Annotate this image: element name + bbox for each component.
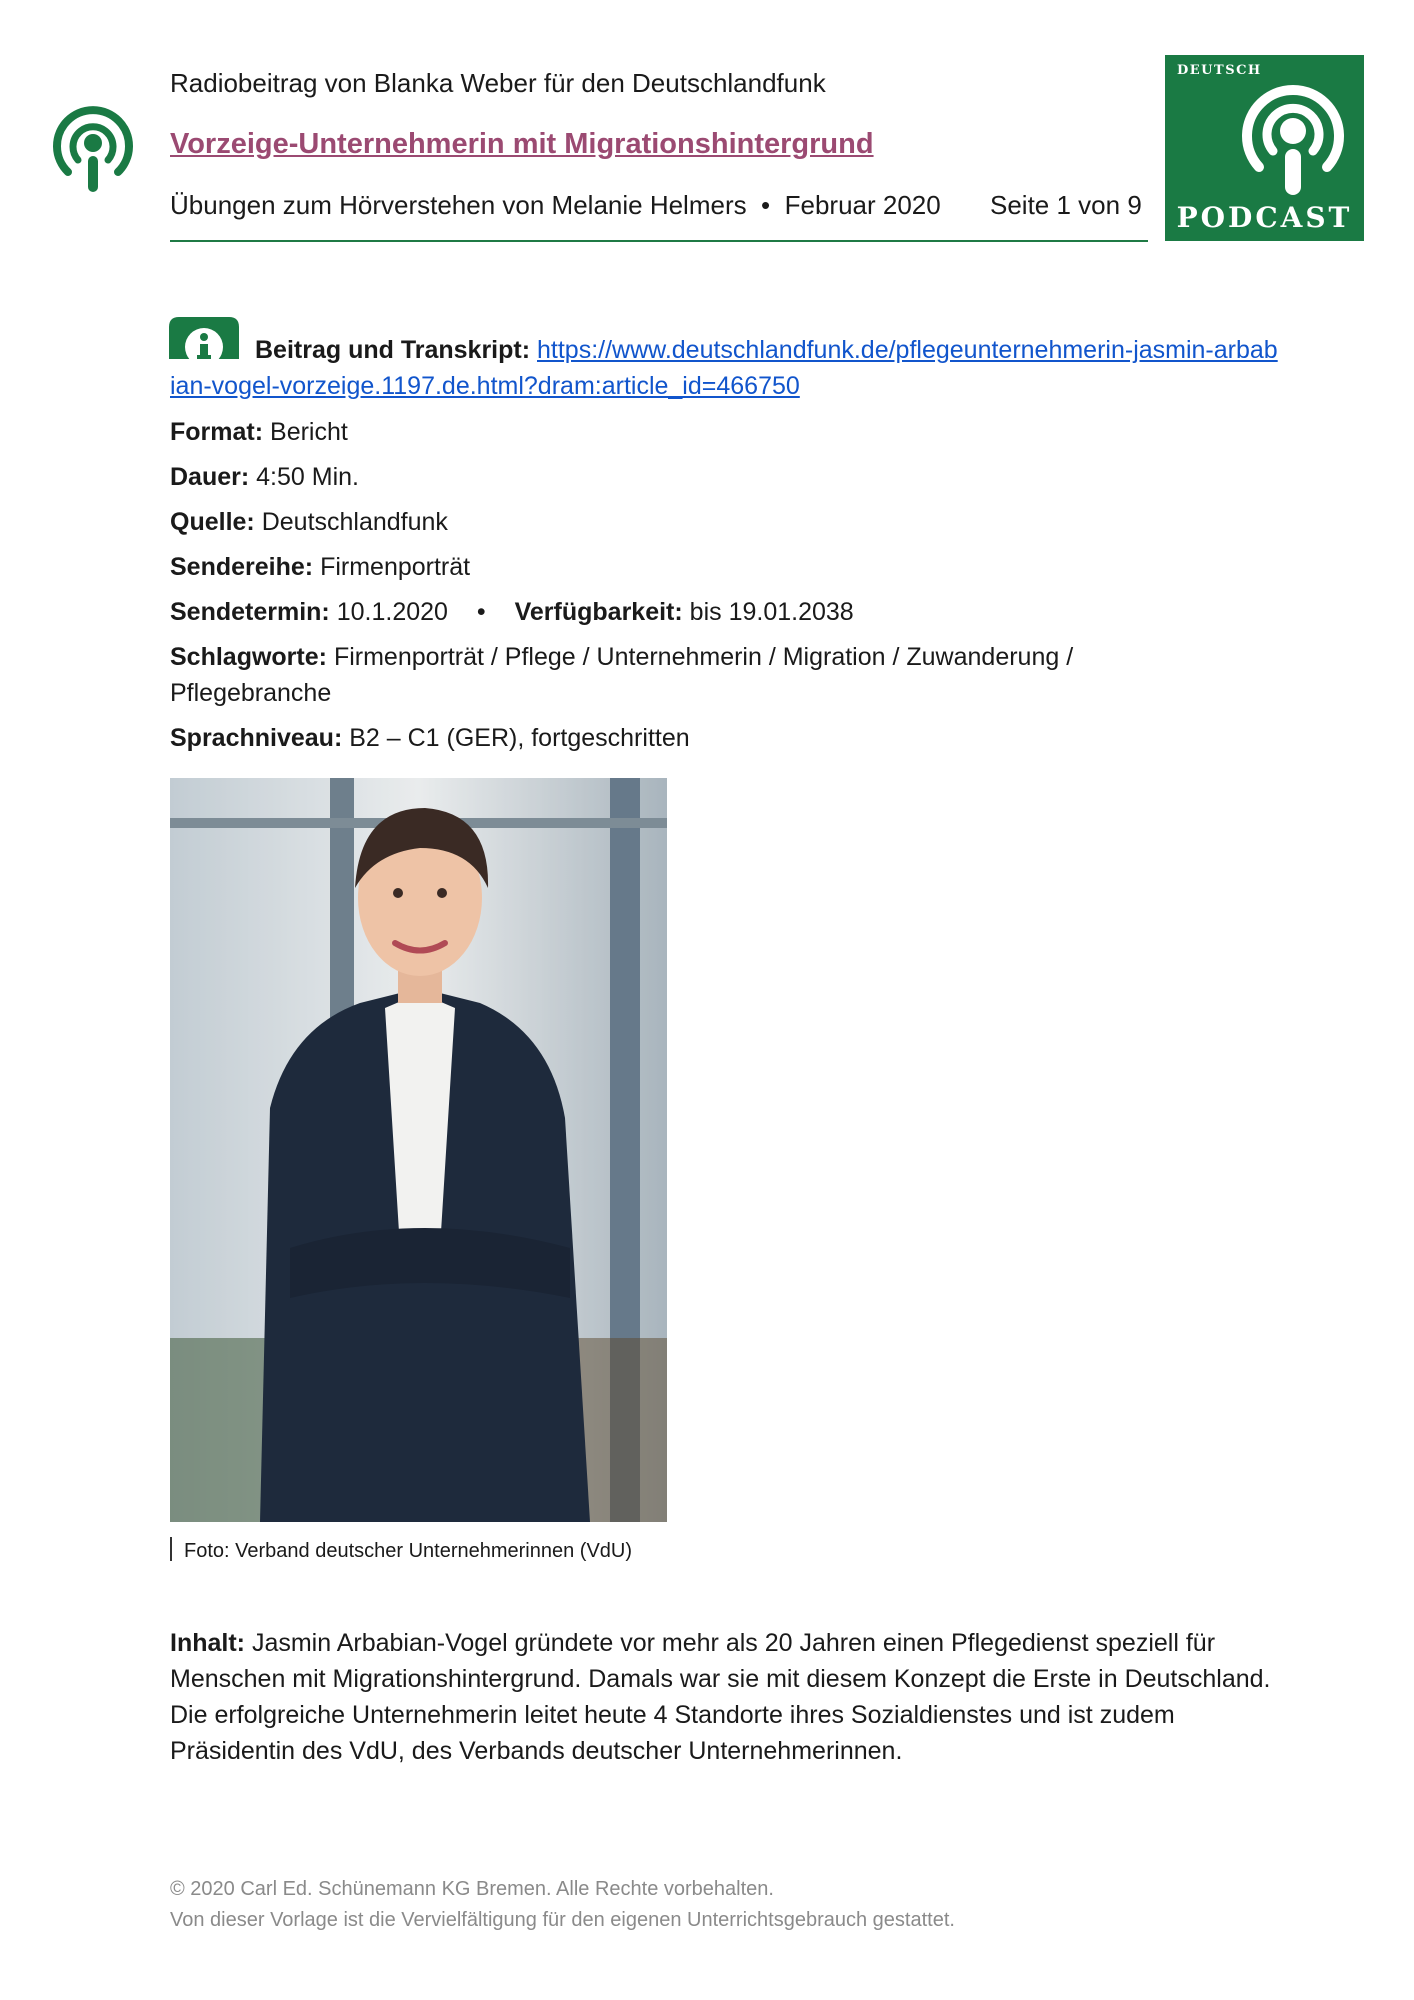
dauer-value: 4:50 Min. — [256, 463, 359, 491]
content-summary — [170, 1625, 1290, 1769]
header-author-date: Übungen zum Hörverstehen von Melanie Helmers • Februar 2020 — [170, 190, 941, 220]
sprachniveau-row — [170, 720, 1280, 756]
verfuegbarkeit-label: Verfügbarkeit: — [514, 598, 683, 626]
sendereihe-row — [170, 549, 1280, 585]
verfuegbarkeit-value: bis 19.01.2038 — [689, 598, 854, 626]
source-label: Beitrag und Transkript: — [255, 336, 531, 364]
sendetermin-row — [170, 594, 1280, 630]
sprachniveau-label: Sprachniveau: — [170, 724, 343, 752]
sendereihe-label: Sendereihe: — [170, 553, 314, 581]
quelle-value: Deutschlandfunk — [261, 508, 448, 536]
logo-top-text: DEUTSCH — [1177, 63, 1262, 78]
sendereihe-value: Firmenporträt — [320, 553, 471, 581]
sendetermin-label: Sendetermin: — [170, 598, 330, 626]
photo-caption — [170, 1537, 632, 1563]
source-line — [170, 332, 1280, 404]
portrait-photo — [170, 778, 667, 1522]
logo-bottom-text: PODCAST — [1176, 201, 1353, 234]
format-label: Format: — [170, 418, 264, 446]
schlagworte-label: Schlagworte: — [170, 643, 327, 671]
header-subtitle: Radiobeitrag von Blanka Weber für den Deutschlandfunk — [170, 68, 826, 98]
footer-copyright: © 2020 Carl Ed. Schünemann KG Bremen. Alle Rechte vorbehalten. — [170, 1878, 774, 1900]
sendetermin-value: 10.1.2020 — [336, 598, 448, 626]
footer-license: Von dieser Vorlage ist die Vervielfältigung für den eigenen Unterrichtsgebrauch gestattet. — [170, 1909, 955, 1931]
podcast-icon — [50, 100, 136, 200]
deutsch-podcast-logo — [1165, 55, 1364, 241]
quelle-row — [170, 504, 1280, 540]
schlagworte-value: Firmenporträt / Pflege / Unternehmerin / Migration / Zuwanderung / Pflegebranche — [170, 643, 1074, 707]
inhalt-text: Jasmin Arbabian-Vogel gründete vor mehr als 20 Jahren einen Pflegedienst speziell für Menschen mit Migrationshintergrund. Damals war sie mit diesem Konzept die Erste in Deutschland. Die erfolgreiche Unternehmerin leitet heute 4 Standorte ihres Sozialdienstes und ist zudem Präsidentin des VdU, des Verbands deutscher Unternehmerinnen. — [170, 1629, 1271, 1765]
format-value: Bericht — [270, 418, 348, 446]
format-row — [170, 414, 1280, 450]
page-title[interactable]: Vorzeige-Unternehmerin mit Migrationshintergrund — [170, 128, 874, 160]
logo-podcast-icon — [1237, 75, 1349, 197]
photo-caption-text: Foto: Verband deutscher Unternehmerinnen (VdU) — [184, 1540, 633, 1562]
page-number: Seite 1 von 9 — [990, 190, 1142, 220]
source-link[interactable]: https://www.deutschlandfunk.de/pflegeunternehmerin-jasmin-arbabian-vogel-vorzeige.1197.de.html?dram:article_id=466750 — [170, 336, 1278, 400]
dauer-label: Dauer: — [170, 463, 250, 491]
sprachniveau-value: B2 – C1 (GER), fortgeschritten — [349, 724, 690, 752]
separator: • — [476, 598, 486, 626]
header-meta — [170, 190, 1150, 221]
dauer-row — [170, 459, 1280, 495]
quelle-label: Quelle: — [170, 508, 255, 536]
schlagworte-row — [170, 639, 1170, 711]
header-divider — [170, 240, 1148, 242]
inhalt-label: Inhalt: — [170, 1629, 245, 1657]
